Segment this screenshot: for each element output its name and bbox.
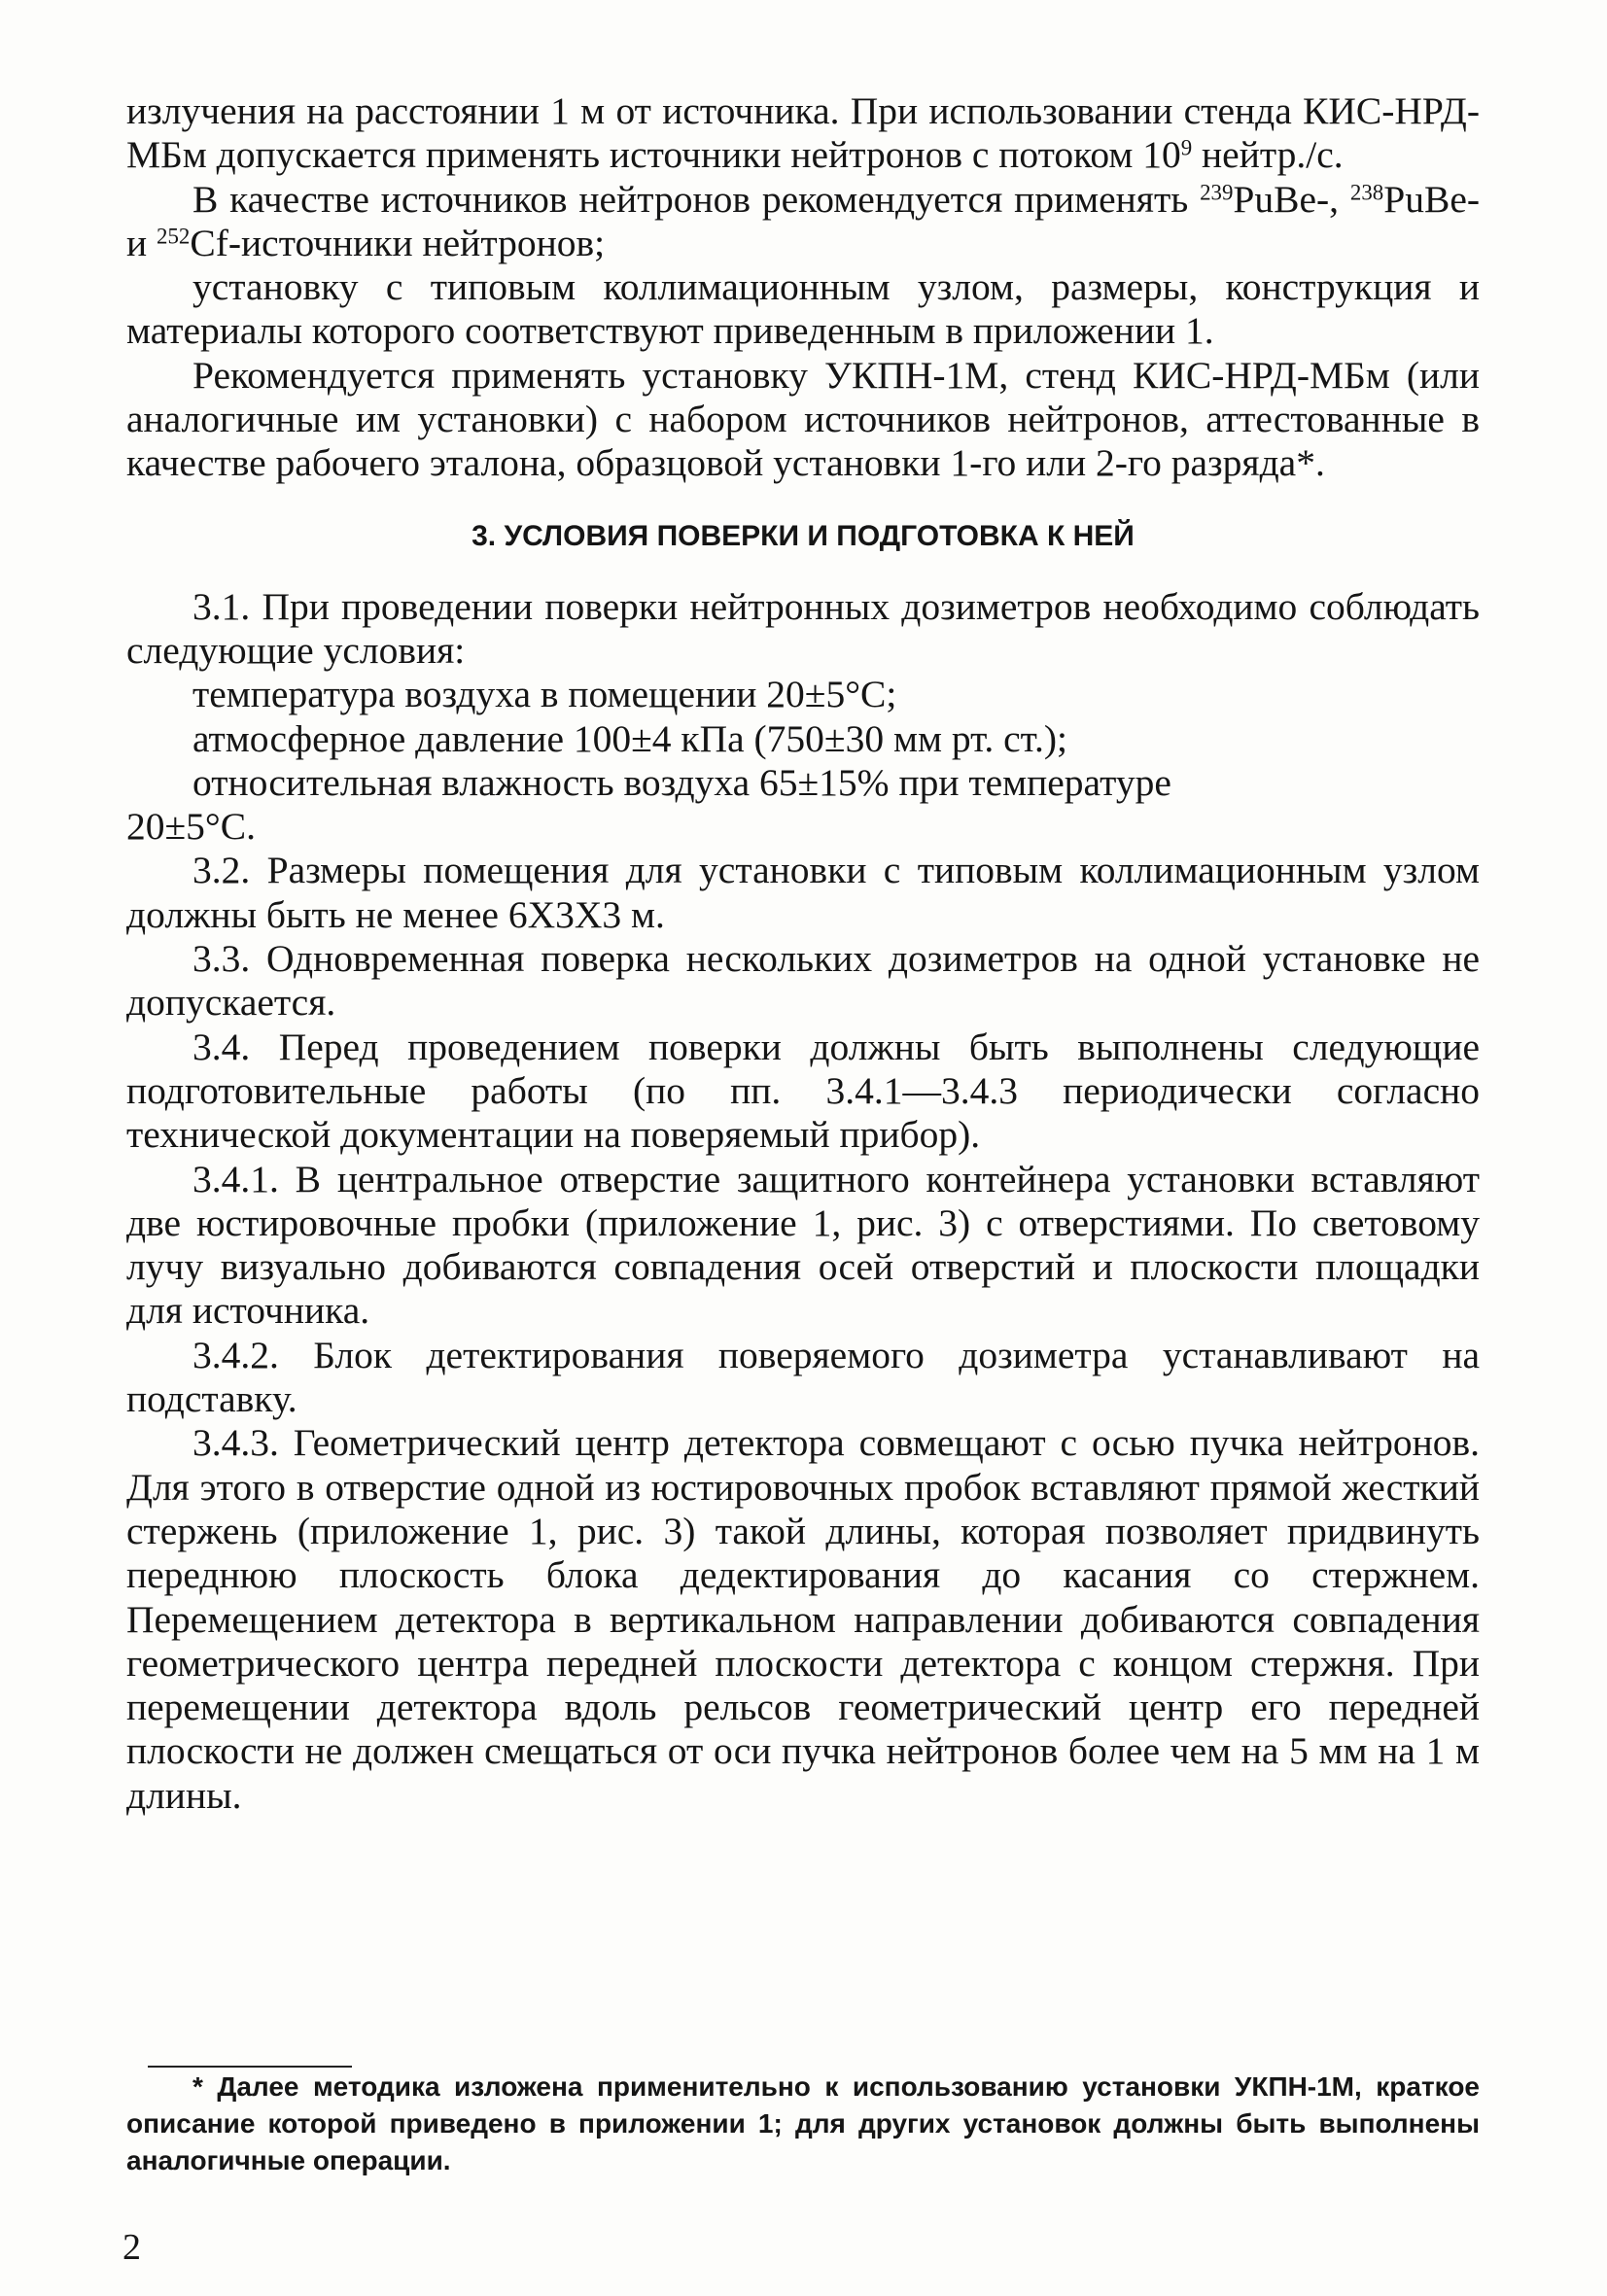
- clause-3-4-1: 3.4.1. В центральное отверстие защитного контейнера установки вставляют две юстировочные пробки (приложение 1, рис. 3) с отверстиями. По световому лучу визуально добиваются совпадения осей отверстий и плоскости площадки для источника.: [126, 1157, 1480, 1333]
- body-text: [126, 89, 1480, 1818]
- condition-humidity-end: 20±5°С.: [126, 805, 256, 849]
- paragraph-neutron-sources: В качестве источников нейтронов рекомендуется применять $^{239}$PuBe-, $^{238}$PuBe- и $^{252}$Cf-источники нейтронов;: [126, 177, 1480, 264]
- clause-3-3: 3.3. Одновременная поверка нескольких дозиметров на одной установке не допускается.: [126, 937, 1480, 1025]
- condition-humidity: относительная влажность воздуха 65±15% при температуре: [192, 760, 1171, 804]
- section-heading: 3. УСЛОВИЯ ПОВЕРКИ И ПОДГОТОВКА К НЕЙ: [472, 519, 1135, 552]
- clause-3-4: 3.4. Перед проведением поверки должны быть выполнены следующие подготовительные работы (по пп. 3.4.1—3.4.3 периодически согласно технической документации на поверяемый прибор).: [126, 1025, 1480, 1157]
- clause-3-1: 3.1. При проведении поверки нейтронных дозиметров необходимо соблюдать следующие условия:: [126, 584, 1480, 672]
- footnote-text: * Далее методика изложена применительно к использованию установки УКПН-1М, краткое описание которой приведено в приложении 1; для других установок должны быть выполнены аналогичные операции.: [126, 2071, 1480, 2175]
- paragraph-recommended-setup: Рекомендуется применять установку УКПН-1М, стенд КИС-НРД-МБм (или аналогичные им установки) с набором источников нейтронов, аттестованные в качестве рабочего эталона, образцовой установки 1-го или 2-го разряда*.: [126, 353, 1480, 485]
- clause-3-4-3: 3.4.3. Геометрический центр детектора совмещают с осью пучка нейтронов. Для этого в отверстие одной из юстировочных пробок вставляют прямой жесткий стержень (приложение 1, рис. 3) такой длины, которая позволяет придвинуть переднюю плоскость блока дедектирования до касания со стержнем. Перемещением детектора в вертикальном направлении добиваются совпадения геометрического центра передней плоскости детектора с концом стержня. При перемещении детектора вдоль рельсов геометрический центр его передней плоскости не должен смещаться от оси пучка нейтронов более чем на 5 мм на 1 м длины.: [126, 1421, 1480, 1817]
- footnote: [126, 2069, 1480, 2179]
- footnote-divider: [148, 2066, 352, 2068]
- clause-3-4-2: 3.4.2. Блок детектирования поверяемого дозиметра устанавливают на подставку.: [126, 1333, 1480, 1421]
- condition-temperature: температура воздуха в помещении 20±5°С;: [192, 673, 897, 716]
- paragraph-collimation-unit: установку с типовым коллимационным узлом, размеры, конструкция и материалы которого соответствуют приведенным в приложении 1.: [126, 265, 1480, 353]
- paragraph-radiation-distance: излучения на расстоянии 1 м от источника. При использовании стенда КИС-НРД-МБм допускается применять источники нейтронов с потоком $10^9$ нейтр./с.: [126, 89, 1480, 177]
- condition-pressure: атмосферное давление 100±4 кПа (750±30 мм рт. ст.);: [192, 716, 1067, 760]
- page-number: 2: [122, 2227, 141, 2268]
- clause-3-2: 3.2. Размеры помещения для установки с типовым коллимационным узлом должны быть не менее 6X3X3 м.: [126, 849, 1480, 936]
